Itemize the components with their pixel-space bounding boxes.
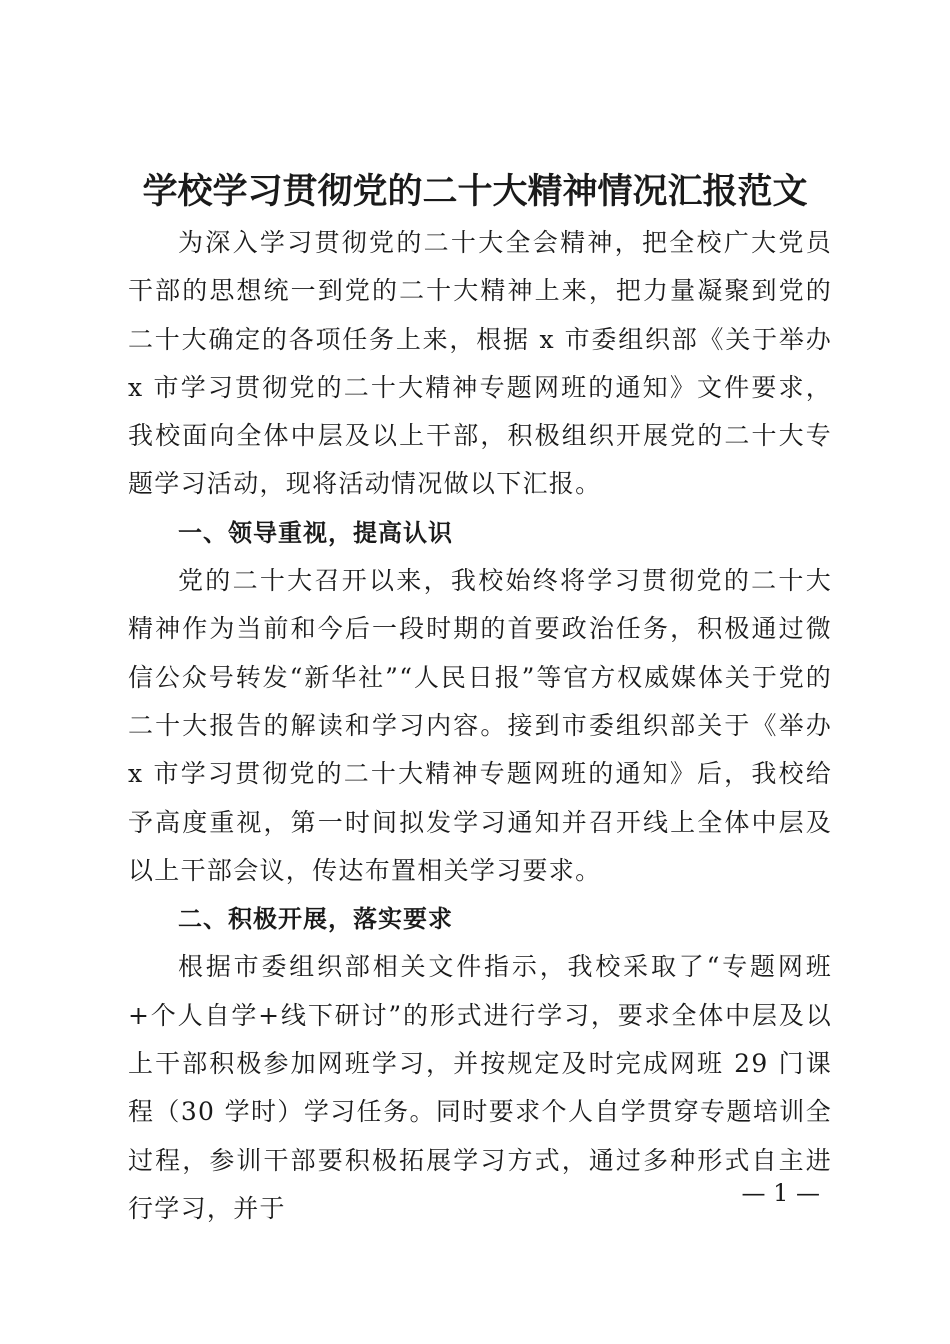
section-heading-1: 一、领导重视，提高认识 [178,518,453,547]
document-body [128,219,832,1233]
page-number: — 1 — [741,1179,820,1207]
section-paragraph-2: 根据市委组织部相关文件指示，我校采取了“专题网班+个人自学+线下研讨”的形式进行学习，要求全体中层及以上干部积极参加网班学习，并按规定及时完成网班 29 门课程（30 学时）学习任务。同时要求个人自学贯穿专题培训全过程，参训干部要积极拓展学习方式，通过多种形式自主进行学习，并于 [128,952,832,1223]
intro-paragraph: 为深入学习贯彻党的二十大全会精神，把全校广大党员干部的思想统一到党的二十大精神上来，把力量凝聚到党的二十大确定的各项任务上来，根据 x 市委组织部《关于举办 x 市学习贯彻党的二十大精神专题网班的通知》文件要求，我校面向全体中层及以上干部，积极组织开展党的二十大专题学习活动，现将活动情况做以下汇报。 [128,228,832,499]
section-paragraph-1: 党的二十大召开以来，我校始终将学习贯彻党的二十大精神作为当前和今后一段时期的首要政治任务，积极通过微信公众号转发“新华社”“人民日报”等官方权威媒体关于党的二十大报告的解读和学习内容。接到市委组织部关于《举办 x 市学习贯彻党的二十大精神专题网班的通知》后，我校给予高度重视，第一时间拟发学习通知并召开线上全体中层及以上干部会议，传达布置相关学习要求。 [128,566,832,885]
section-heading-2: 二、积极开展，落实要求 [178,905,453,934]
document-title: 学校学习贯彻党的二十大精神情况汇报范文 [142,171,808,212]
